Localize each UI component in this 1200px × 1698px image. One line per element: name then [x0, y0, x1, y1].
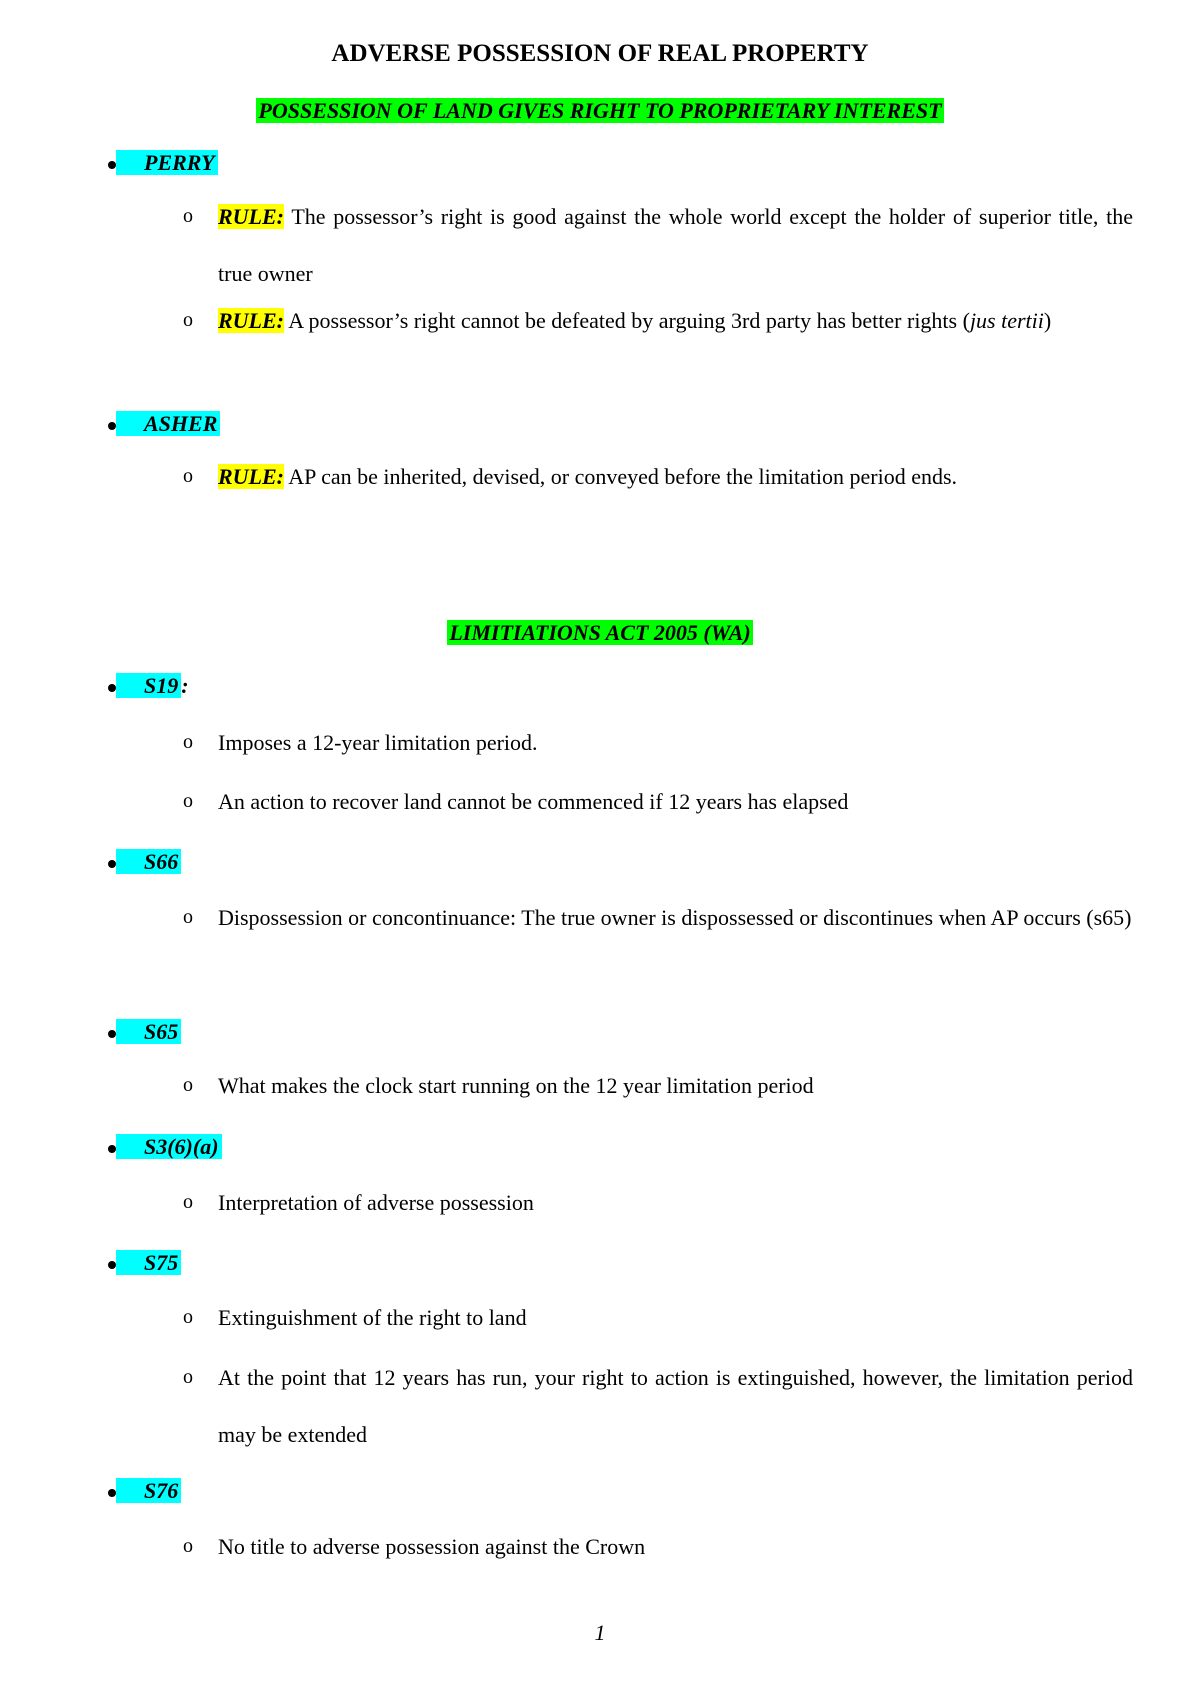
filled-circle-bullet-icon	[108, 1261, 116, 1269]
rule-text	[218, 292, 1133, 349]
point-item	[183, 1518, 1133, 1575]
filled-circle-bullet-icon	[108, 161, 116, 169]
filled-circle-bullet-icon	[108, 1145, 116, 1153]
point-text: Extinguishment of the right to land	[218, 1305, 527, 1330]
section-item-s19	[108, 673, 189, 699]
rule-text	[218, 188, 1133, 302]
rule-text	[218, 448, 1133, 505]
section-name: S65	[116, 1019, 181, 1044]
heading-text: LIMITIATIONS ACT 2005 (WA)	[449, 620, 751, 645]
point-item	[183, 1057, 1133, 1114]
hollow-o-bullet-icon: o	[183, 790, 193, 812]
point-text: What makes the clock start running on the 12 year limitation period	[218, 1073, 814, 1098]
hollow-o-bullet-icon: o	[183, 205, 193, 227]
section-item-s3-6-a	[108, 1134, 219, 1160]
filled-circle-bullet-icon	[108, 684, 116, 692]
case-name: PERRY	[116, 150, 218, 175]
case-item-perry	[108, 150, 215, 176]
rule-label: RULE:	[218, 204, 284, 229]
hollow-o-bullet-icon: o	[183, 1366, 193, 1388]
rule-label: RULE:	[218, 464, 284, 489]
point-item	[183, 773, 1133, 830]
rule-italic-term: jus tertii	[969, 308, 1044, 333]
document-title: ADVERSE POSSESSION OF REAL PROPERTY	[331, 40, 869, 67]
filled-circle-bullet-icon	[108, 422, 116, 430]
rule-item	[183, 448, 1133, 505]
section-item-s76	[108, 1478, 179, 1504]
filled-circle-bullet-icon	[108, 860, 116, 868]
section-name: S75	[116, 1250, 181, 1275]
point-text: No title to adverse possession against the Crown	[218, 1534, 646, 1559]
section-item-s75	[108, 1250, 179, 1276]
point-text: At the point that 12 years has run, your right to action is extinguished, however, the limitation period may be extended	[218, 1365, 1133, 1447]
point-text: Imposes a 12-year limitation period.	[218, 730, 538, 755]
rule-item	[183, 292, 1133, 349]
page-number: 1	[594, 1620, 606, 1645]
section-heading-possession	[0, 98, 1200, 124]
section-item-s66	[108, 849, 179, 875]
point-text: Interpretation of adverse possession	[218, 1190, 534, 1215]
point-text: An action to recover land cannot be commenced if 12 years has elapsed	[218, 789, 849, 814]
section-name: S76	[116, 1478, 181, 1503]
hollow-o-bullet-icon: o	[183, 309, 193, 331]
section-name: S3(6)(a)	[116, 1134, 222, 1159]
section-item-s65	[108, 1019, 179, 1045]
hollow-o-bullet-icon: o	[183, 1074, 193, 1096]
rule-item	[183, 188, 1133, 302]
rule-body: A possessor’s right cannot be defeated by arguing 3rd party has better rights (	[288, 308, 970, 333]
rule-body: AP can be inherited, devised, or conveyed before the limitation period ends.	[288, 464, 958, 489]
case-item-asher	[108, 411, 218, 437]
point-item	[183, 714, 1133, 771]
rule-label: RULE:	[218, 308, 284, 333]
hollow-o-bullet-icon: o	[183, 1306, 193, 1328]
hollow-o-bullet-icon: o	[183, 906, 193, 928]
point-item	[183, 889, 1133, 946]
case-name: ASHER	[116, 411, 220, 436]
hollow-o-bullet-icon: o	[183, 1535, 193, 1557]
section-name	[144, 673, 189, 698]
section-name: S66	[116, 849, 181, 874]
hollow-o-bullet-icon: o	[183, 731, 193, 753]
filled-circle-bullet-icon	[108, 1030, 116, 1038]
point-item	[183, 1174, 1133, 1231]
rule-body-end: )	[1043, 308, 1052, 333]
rule-body: The possessor’s right is good against the whole world except the holder of superior title, the true owner	[218, 204, 1133, 286]
section-heading-limitations-act	[0, 620, 1200, 646]
section-suffix: :	[181, 673, 189, 698]
point-item	[183, 1289, 1133, 1346]
hollow-o-bullet-icon: o	[183, 465, 193, 487]
filled-circle-bullet-icon	[108, 1489, 116, 1497]
hollow-o-bullet-icon: o	[183, 1191, 193, 1213]
point-item	[183, 1349, 1133, 1463]
heading-text: POSSESSION OF LAND GIVES RIGHT TO PROPRIETARY INTEREST	[258, 98, 942, 123]
section-label: S19	[116, 673, 181, 698]
point-text: Dispossession or concontinuance: The true owner is dispossessed or discontinues when AP occurs (s65)	[218, 905, 1132, 930]
